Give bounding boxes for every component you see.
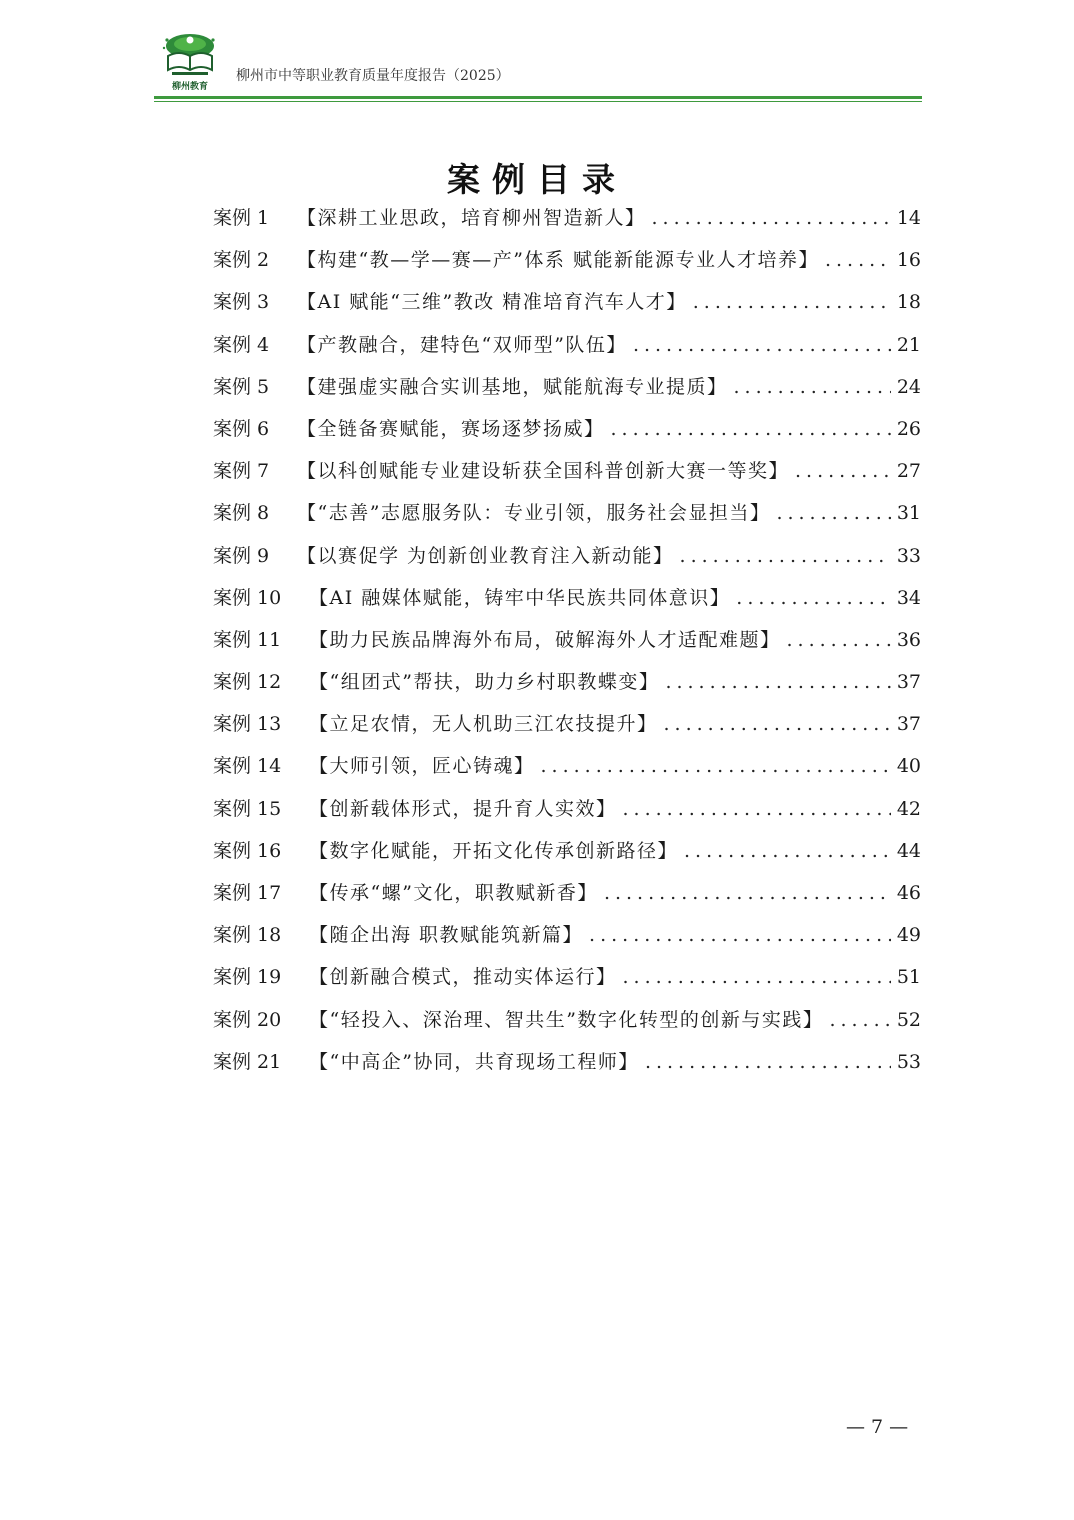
toc-entry-label: 案例 4 — [213, 333, 270, 356]
toc-entry[interactable] — [213, 453, 921, 495]
toc-entry-page: 16 — [896, 249, 921, 272]
toc-entry-label: 案例 7 — [213, 460, 270, 483]
toc-entry-leader-dots — [611, 411, 891, 447]
toc-entry-title: 【创新载体形式，提升育人实效】 — [309, 797, 617, 820]
liuzhou-education-logo — [162, 32, 218, 92]
toc-entry-title: 【以科创赋能专业建设斩获全国科普创新大赛一等奖】 — [297, 460, 790, 483]
toc-entry-label: 案例 9 — [213, 544, 270, 567]
toc-entry[interactable] — [213, 284, 921, 326]
toc-entry-leader-dots — [734, 369, 891, 405]
toc-entry-leader-dots — [589, 917, 891, 953]
header-divider-thick — [154, 96, 922, 99]
toc-entry-title: 【“组团式”帮扶，助力乡村职教蝶变】 — [309, 671, 660, 694]
toc-entry-label: 案例 15 — [213, 797, 282, 820]
toc-entry-title: 【创新融合模式，推动实体运行】 — [309, 966, 617, 989]
toc-entry-leader-dots — [825, 242, 891, 278]
toc-entry-leader-dots — [645, 1044, 891, 1080]
toc-entry-label: 案例 10 — [213, 586, 282, 609]
toc-entry-leader-dots — [604, 875, 891, 911]
toc-entry-leader-dots — [776, 495, 890, 531]
toc-entry-leader-dots — [541, 748, 891, 784]
toc-entry[interactable] — [213, 495, 921, 537]
report-title: 柳州市中等职业教育质量年度报告（2025） — [236, 68, 510, 84]
toc-entry[interactable] — [213, 1002, 921, 1044]
toc-entry-leader-dots — [633, 327, 891, 363]
toc-entry-leader-dots — [623, 959, 891, 995]
toc-entry[interactable] — [213, 875, 921, 917]
toc-entry-leader-dots — [623, 791, 891, 827]
toc-entry-label: 案例 12 — [213, 671, 282, 694]
toc-entry-title: 【“中高企”协同，共育现场工程师】 — [309, 1050, 639, 1073]
toc-entry-page: 27 — [896, 460, 921, 483]
toc-entry-page: 36 — [896, 628, 921, 651]
toc-entry-page: 24 — [896, 375, 921, 398]
toc-title: 案例目录 — [447, 160, 627, 199]
toc-entry-title: 【AI 赋能“三维”教改 精准培育汽车人才】 — [297, 291, 687, 314]
toc-entry-leader-dots — [665, 664, 890, 700]
toc-entry-title: 【助力民族品牌海外布局，破解海外人才适配难题】 — [309, 628, 781, 651]
toc-entry-title: 【AI 融媒体赋能，铸牢中华民族共同体意识】 — [309, 586, 731, 609]
toc-entry-page: 37 — [896, 671, 921, 694]
toc-entry-label: 案例 5 — [213, 375, 270, 398]
toc-entry-leader-dots — [680, 538, 891, 574]
toc-entry-page: 21 — [896, 333, 921, 356]
toc-entry-title: 【传承“螺”文化，职教赋新香】 — [309, 882, 598, 904]
toc-entry-leader-dots — [652, 200, 891, 236]
toc-entry-label: 案例 11 — [213, 628, 282, 651]
toc-entry-page: 37 — [896, 713, 921, 736]
toc-entry-title: 【数字化赋能，开拓文化传承创新路径】 — [309, 839, 679, 862]
toc-entry-title: 【大师引领，匠心铸魂】 — [309, 755, 535, 778]
toc-entry-page: 26 — [896, 417, 921, 440]
toc-entry-title: 【产教融合，建特色“双师型”队伍】 — [297, 333, 627, 356]
toc-entry-leader-dots — [693, 284, 891, 320]
toc-entry[interactable] — [213, 833, 921, 875]
toc-entry-leader-dots — [829, 1002, 890, 1038]
toc-entry-label: 案例 3 — [213, 291, 270, 314]
toc-entry-label: 案例 6 — [213, 417, 270, 440]
toc-entry-page: 40 — [896, 755, 921, 778]
toc-entry-title: 【“轻投入、深治理、智共生”数字化转型的创新与实践】 — [309, 1008, 824, 1031]
toc-entry-page: 44 — [896, 839, 921, 862]
toc-entry-page: 14 — [896, 207, 921, 229]
toc-entry-label: 案例 21 — [213, 1050, 282, 1073]
table-of-contents — [213, 200, 921, 1086]
toc-entry-leader-dots — [787, 622, 891, 658]
toc-entry-label: 案例 8 — [213, 502, 270, 525]
header-divider-thin — [154, 101, 922, 102]
toc-entry-leader-dots — [664, 706, 891, 742]
toc-entry[interactable] — [213, 917, 921, 959]
toc-entry[interactable] — [213, 538, 921, 580]
toc-entry-page: 33 — [896, 544, 921, 567]
toc-entry-label: 案例 14 — [213, 755, 282, 778]
toc-entry-title: 【全链备赛赋能，赛场逐梦扬威】 — [297, 417, 605, 440]
toc-entry-label: 案例 19 — [213, 966, 282, 989]
toc-entry-leader-dots — [795, 453, 891, 489]
toc-entry-label: 案例 17 — [213, 882, 282, 904]
toc-entry[interactable] — [213, 748, 921, 790]
toc-entry-title: 【建强虚实融合实训基地，赋能航海专业提质】 — [297, 375, 728, 398]
toc-entry[interactable] — [213, 580, 921, 622]
page-header — [154, 28, 922, 104]
toc-entry[interactable] — [213, 959, 921, 1001]
toc-entry-label: 案例 1 — [213, 207, 270, 229]
toc-entry[interactable] — [213, 242, 921, 284]
toc-entry-title: 【以赛促学 为创新创业教育注入新动能】 — [297, 544, 674, 567]
toc-entry-title: 【随企出海 职教赋能筑新篇】 — [309, 924, 584, 947]
toc-entry[interactable] — [213, 706, 921, 748]
toc-entry[interactable] — [213, 369, 921, 411]
toc-entry[interactable] — [213, 411, 921, 453]
toc-entry[interactable] — [213, 664, 921, 706]
toc-entry[interactable] — [213, 791, 921, 833]
toc-entry-leader-dots — [684, 833, 891, 869]
toc-entry-page: 52 — [896, 1008, 921, 1031]
toc-entry-label: 案例 13 — [213, 713, 282, 736]
toc-entry-label: 案例 16 — [213, 839, 282, 862]
toc-entry-title: 【“志善”志愿服务队：专业引领，服务社会显担当】 — [297, 502, 771, 525]
toc-entry-title: 【深耕工业思政，培育柳州智造新人】 — [297, 207, 646, 229]
toc-entry-leader-dots — [736, 580, 891, 616]
logo-caption: 柳州教育 — [171, 82, 208, 92]
toc-entry[interactable] — [213, 327, 921, 369]
toc-entry-page: 51 — [896, 966, 921, 989]
toc-entry-title: 【构建“教—学—赛—产”体系 赋能新能源专业人才培养】 — [297, 249, 819, 272]
page-number: — 7 — — [846, 1416, 909, 1438]
toc-entry-page: 34 — [896, 586, 921, 609]
toc-entry-page: 46 — [896, 882, 921, 904]
toc-entry[interactable] — [213, 200, 921, 242]
toc-entry-page: 53 — [896, 1050, 921, 1073]
toc-entry-page: 31 — [896, 502, 921, 525]
toc-entry-title: 【立足农情，无人机助三江农技提升】 — [309, 713, 658, 736]
toc-entry[interactable] — [213, 1044, 921, 1086]
book-leaf-icon — [162, 32, 218, 80]
toc-entry[interactable] — [213, 622, 921, 664]
toc-entry-label: 案例 20 — [213, 1008, 282, 1031]
toc-entry-page: 42 — [896, 797, 921, 820]
toc-entry-label: 案例 18 — [213, 924, 282, 947]
toc-entry-page: 18 — [896, 291, 921, 314]
toc-entry-page: 49 — [896, 924, 921, 947]
toc-entry-label: 案例 2 — [213, 249, 270, 272]
